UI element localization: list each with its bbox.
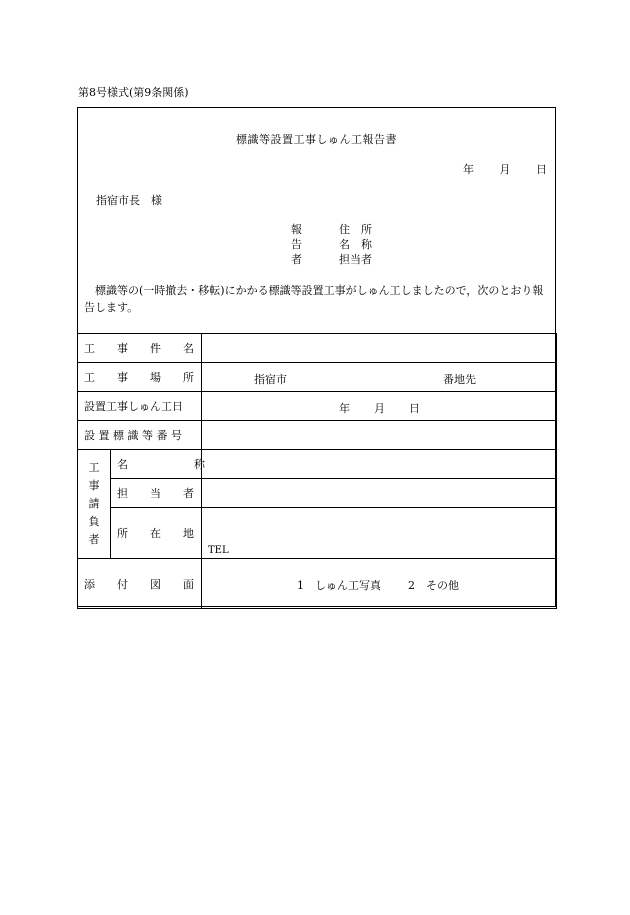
reporter-label: 報告者	[291, 223, 302, 266]
contractor-char-2: 事	[88, 479, 100, 492]
row-contractor-location	[78, 508, 557, 559]
contractor-name-field[interactable]	[202, 450, 557, 479]
completion-day: 日	[409, 402, 420, 415]
contractor-location-label: 所 在 地	[111, 508, 202, 559]
project-name-field[interactable]	[202, 334, 557, 363]
contractor-char-1: 工	[88, 461, 100, 474]
report-table	[77, 333, 557, 609]
contractor-tel-label: TEL	[208, 545, 229, 556]
row-sign-number	[78, 421, 557, 450]
completion-date-field[interactable]	[202, 392, 557, 421]
contractor-vertical-label	[78, 450, 111, 559]
report-statement: 標識等の(一時撤去・移転)にかかる標識等設置工事がしゅん工しましたので，次のとおり報告します。	[84, 284, 544, 314]
addressee: 指宿市長 様	[96, 194, 162, 207]
date-month: 月	[499, 163, 511, 176]
report-date	[461, 161, 547, 177]
row-contractor-person	[78, 479, 557, 508]
date-year: 年	[463, 163, 474, 176]
reporter-name-label: 名 称	[339, 238, 372, 251]
completion-month: 月	[374, 402, 385, 415]
row-contractor-name	[78, 450, 557, 479]
form-number: 第8号様式(第9条関係)	[78, 86, 189, 99]
date-day: 日	[536, 163, 547, 176]
sign-number-field[interactable]	[202, 421, 557, 450]
contractor-char-3: 請	[88, 497, 100, 510]
row-completion-date	[78, 392, 557, 421]
attachments-field	[202, 559, 557, 609]
reporter-address-label: 住 所	[339, 223, 372, 236]
attachment-photo: 1 しゅん工写真	[297, 579, 381, 592]
contractor-location-field[interactable]	[202, 508, 557, 559]
project-place-suffix: 番地先	[443, 373, 476, 386]
project-place-label: 工 事 場 所	[78, 363, 202, 392]
completion-date-label: 設置工事しゅん工日	[78, 392, 202, 421]
project-name-label: 工 事 件 名	[78, 334, 202, 363]
contractor-person-field[interactable]	[202, 479, 557, 508]
completion-year: 年	[339, 402, 350, 415]
row-project-place	[78, 363, 557, 392]
sign-number-label: 設 置 標 識 等 番 号	[78, 421, 202, 450]
attachment-other: 2 その他	[408, 579, 459, 592]
row-project-name	[78, 334, 557, 363]
contractor-char-5: 者	[88, 533, 100, 546]
report-form	[77, 107, 556, 607]
contractor-person-label: 担 当 者	[111, 479, 202, 508]
project-place-city: 指宿市	[254, 373, 287, 386]
report-header	[78, 108, 555, 334]
reporter-person-label: 担当者	[339, 253, 372, 266]
project-place-field[interactable]	[202, 363, 557, 392]
form-title: 標識等設置工事しゅん工報告書	[236, 133, 397, 146]
attachments-label: 添 付 図 面	[78, 559, 202, 609]
row-attachments	[78, 559, 557, 609]
contractor-name-label: 名 称	[111, 450, 202, 479]
contractor-char-4: 負	[88, 515, 100, 528]
